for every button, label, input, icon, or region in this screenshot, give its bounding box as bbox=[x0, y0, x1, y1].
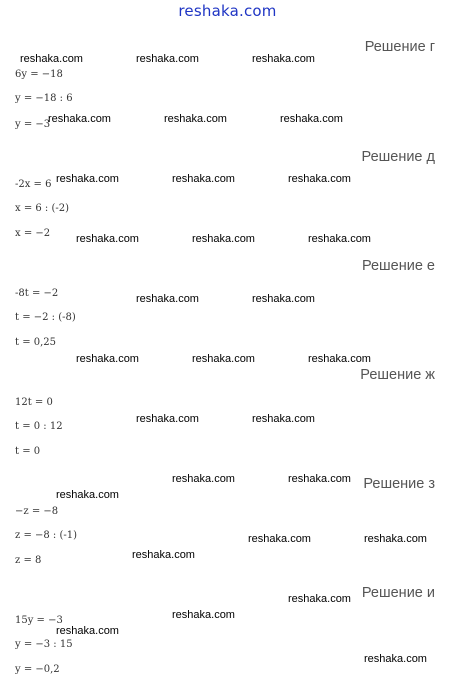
watermark: reshaka.com bbox=[192, 233, 255, 245]
section-heading-d: Решение д bbox=[361, 149, 435, 165]
section-heading-zh: Решение ж bbox=[360, 367, 435, 383]
watermark: reshaka.com bbox=[136, 413, 199, 425]
watermark: reshaka.com bbox=[56, 489, 119, 501]
site-title[interactable]: reshaka.com bbox=[178, 2, 277, 20]
watermark: reshaka.com bbox=[164, 113, 227, 125]
watermark: reshaka.com bbox=[56, 173, 119, 185]
watermark: reshaka.com bbox=[172, 609, 235, 621]
watermark: reshaka.com bbox=[308, 353, 371, 365]
equation-line: t = 0 : 12 bbox=[15, 421, 63, 432]
equation-line: -2x = 6 bbox=[15, 179, 52, 190]
watermark: reshaka.com bbox=[172, 473, 235, 485]
watermark: reshaka.com bbox=[56, 625, 119, 637]
equation-line: x = 6 : (-2) bbox=[15, 203, 70, 214]
equation-line: y = −0,2 bbox=[15, 664, 60, 675]
equation-line: z = −8 : (-1) bbox=[15, 530, 78, 541]
equation-line: −z = −8 bbox=[15, 506, 59, 517]
equation-line: 6y = −18 bbox=[15, 69, 63, 80]
watermark: reshaka.com bbox=[288, 593, 351, 605]
watermark: reshaka.com bbox=[288, 473, 351, 485]
watermark: reshaka.com bbox=[288, 173, 351, 185]
watermark: reshaka.com bbox=[192, 353, 255, 365]
equation-line: 15y = −3 bbox=[15, 615, 63, 626]
watermark: reshaka.com bbox=[252, 293, 315, 305]
section-heading-z: Решение з bbox=[363, 476, 435, 492]
equation-line: x = −2 bbox=[15, 228, 51, 239]
equation-line: 12t = 0 bbox=[15, 397, 53, 408]
equation-line: t = 0 bbox=[15, 446, 41, 457]
watermark: reshaka.com bbox=[252, 53, 315, 65]
watermark: reshaka.com bbox=[172, 173, 235, 185]
watermark: reshaka.com bbox=[132, 549, 195, 561]
watermark: reshaka.com bbox=[76, 233, 139, 245]
equation-line: -8t = −2 bbox=[15, 288, 59, 299]
watermark: reshaka.com bbox=[76, 353, 139, 365]
watermark: reshaka.com bbox=[364, 653, 427, 665]
equation-line: y = −18 : 6 bbox=[15, 93, 73, 104]
watermark: reshaka.com bbox=[252, 413, 315, 425]
watermark: reshaka.com bbox=[136, 53, 199, 65]
equation-line: z = 8 bbox=[15, 555, 42, 566]
watermark: reshaka.com bbox=[136, 293, 199, 305]
watermark: reshaka.com bbox=[280, 113, 343, 125]
equation-line: y = −3 bbox=[15, 119, 51, 130]
section-heading-i: Решение и bbox=[361, 585, 435, 601]
watermark: reshaka.com bbox=[48, 113, 111, 125]
watermark: reshaka.com bbox=[308, 233, 371, 245]
watermark: reshaka.com bbox=[364, 533, 427, 545]
equation-line: t = −2 : (-8) bbox=[15, 312, 76, 323]
watermark: reshaka.com bbox=[20, 53, 83, 65]
equation-line: y = −3 : 15 bbox=[15, 639, 73, 650]
section-heading-e: Решение е bbox=[361, 258, 435, 274]
section-heading-g: Решение г bbox=[364, 39, 435, 55]
watermark: reshaka.com bbox=[248, 533, 311, 545]
equation-line: t = 0,25 bbox=[15, 337, 57, 348]
